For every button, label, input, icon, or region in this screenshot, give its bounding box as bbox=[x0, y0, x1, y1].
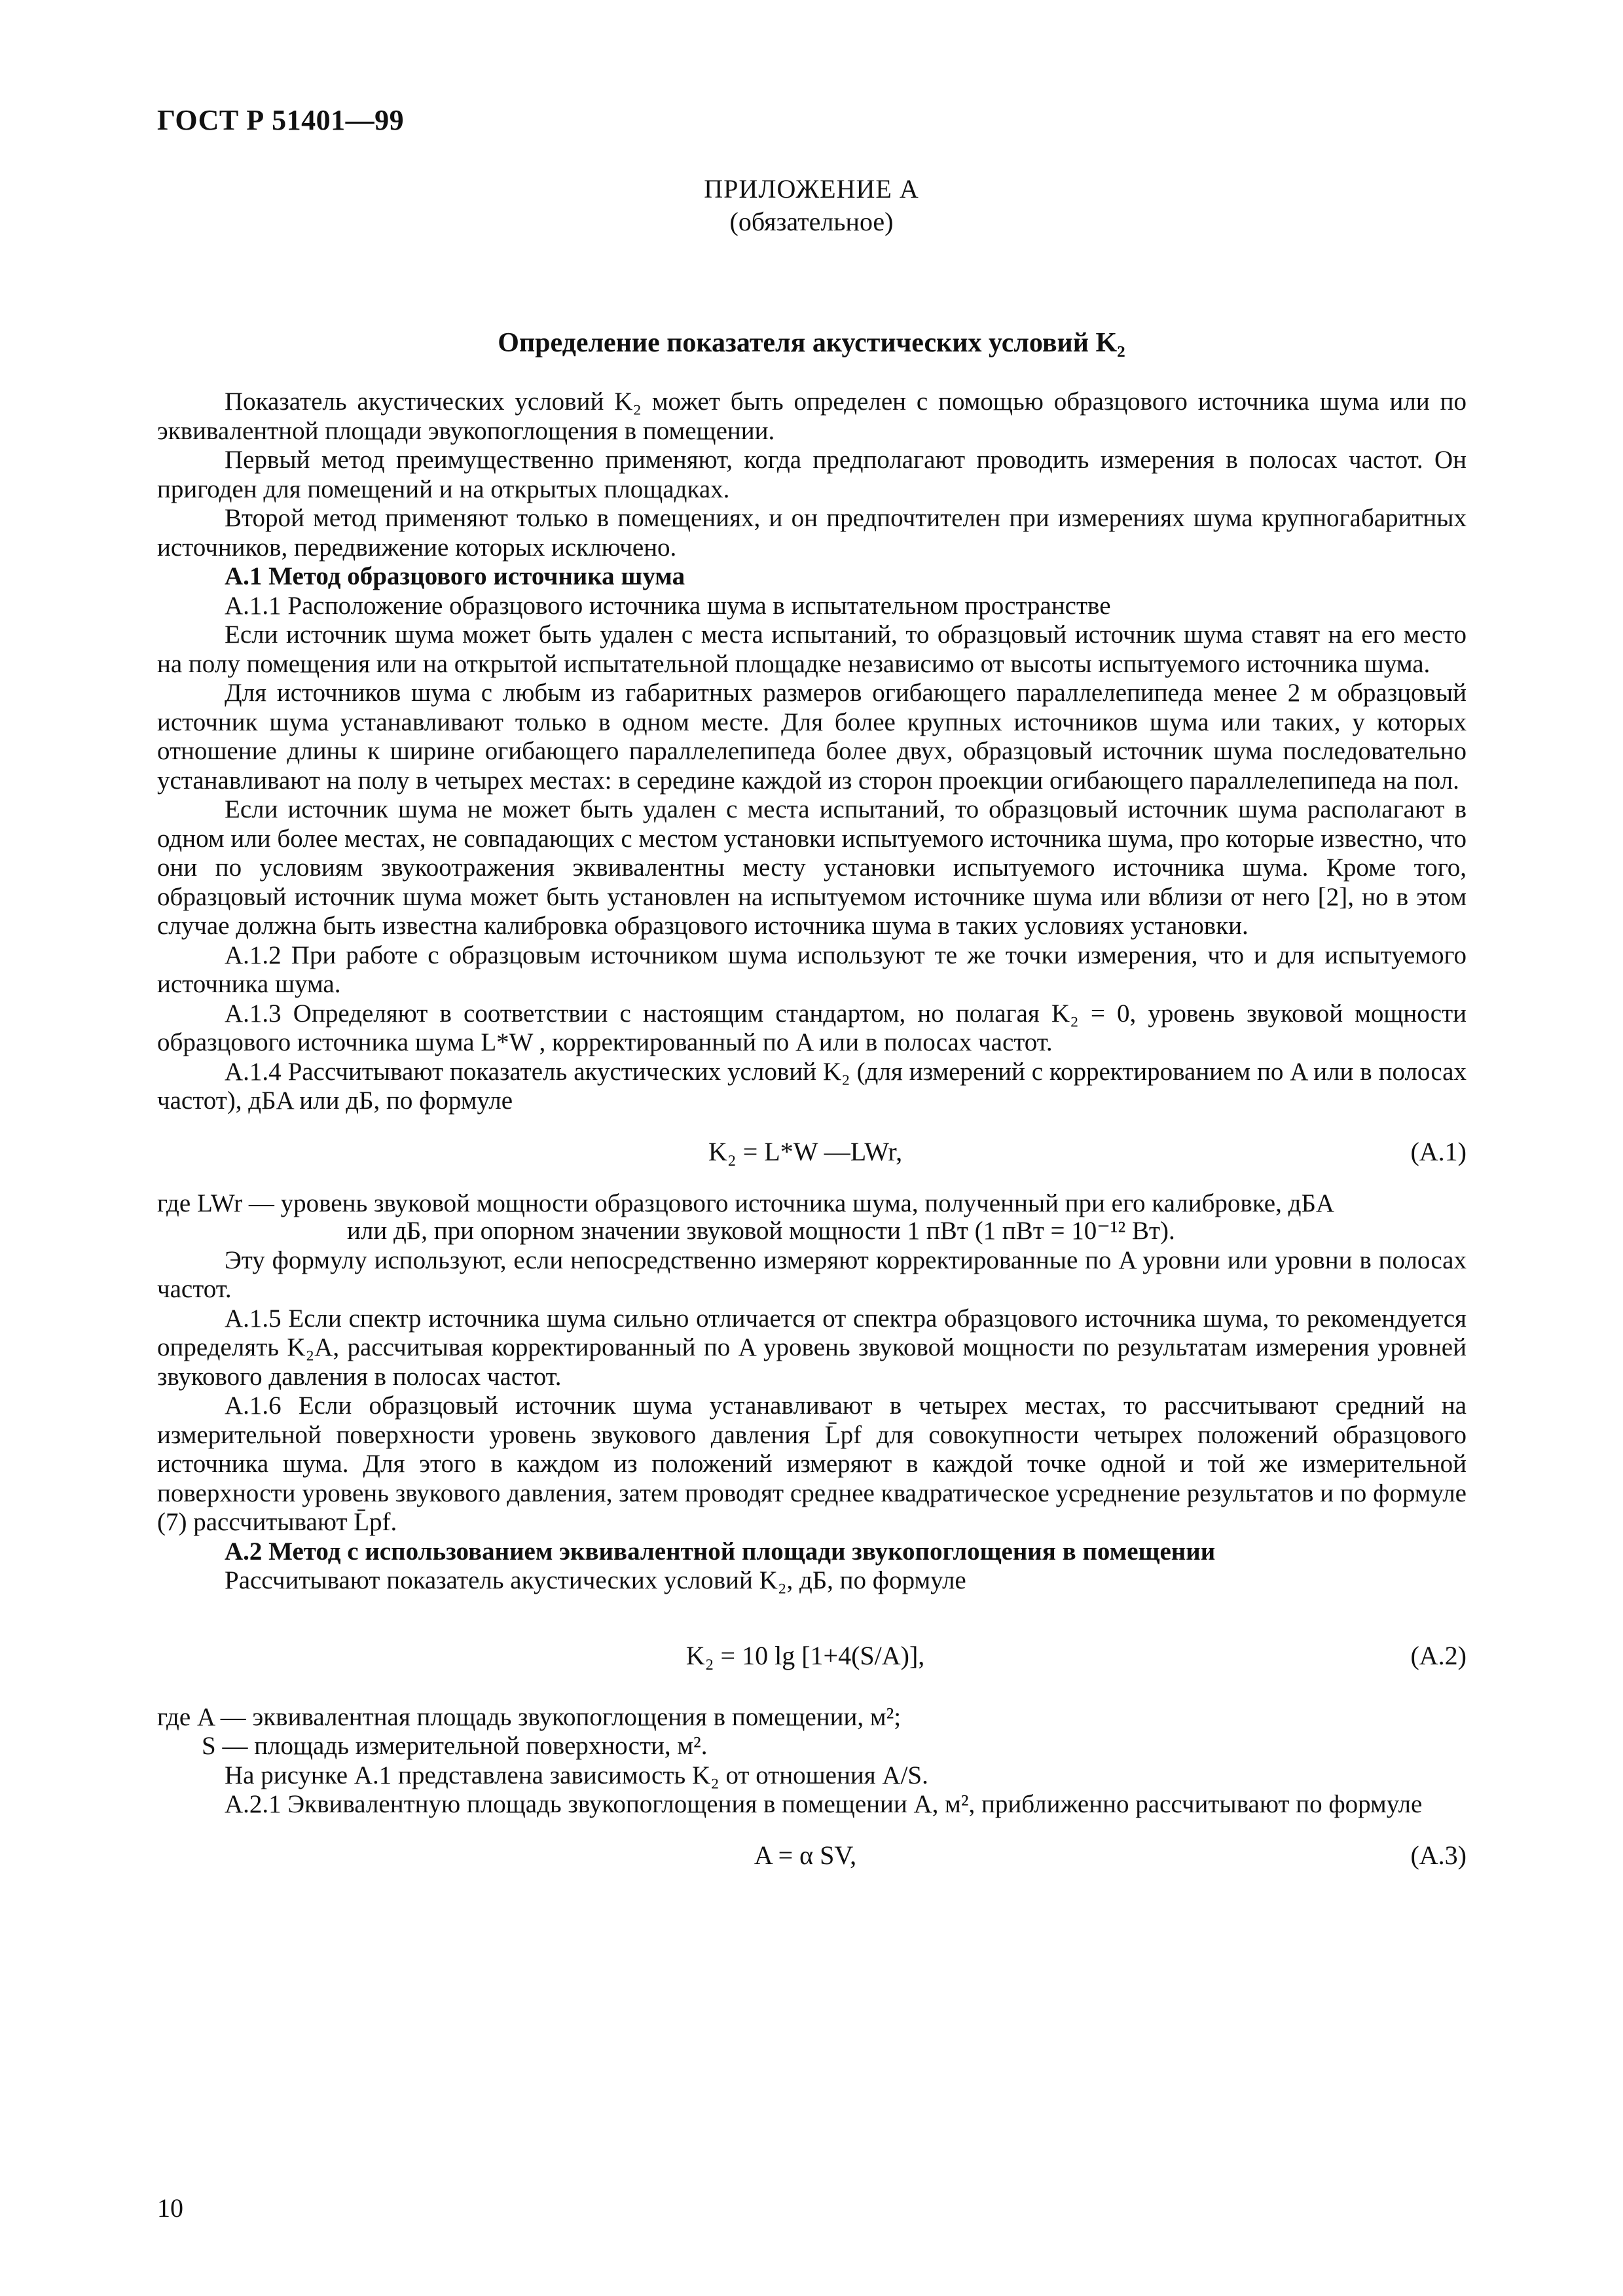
section-heading-a1: А.1 Метод образцового источника шума bbox=[225, 562, 685, 590]
paragraph: Для источников шума с любым из габаритных размеров огибающего параллелепипеда менее 2 м образцовый источник шума устанавливают только в одном месте. Для более крупных источников шума или таких, у которых отношение длины к ширине огибающего параллелепипеда более двух, образцовый источник шума последовательно устанавливают на полу в четырех местах: в середине каждой из сторон проекции огибающего параллелепипеда на пол. bbox=[157, 679, 1467, 795]
appendix-subtitle: (обязательное) bbox=[729, 207, 894, 236]
paragraph: На рисунке А.1 представлена зависимость K₂ от отношения A/S. bbox=[225, 1761, 928, 1789]
formula-a2 bbox=[157, 1610, 1467, 1703]
definition: где LWr — уровень звуковой мощности образцового источника шума, полученный при его калибровке, дБA bbox=[157, 1189, 1335, 1217]
definition-continuation: или дБ, при опорном значении звуковой мощности 1 пВт (1 пВт = 10⁻¹² Вт). bbox=[347, 1217, 1175, 1245]
formula-expression: K₂ = 10 lg [1+4(S/A)], bbox=[685, 1641, 925, 1671]
definition: где A — эквивалентная площадь звукопоглощения в помещении, м²; bbox=[157, 1702, 902, 1731]
paragraph: Показатель акустических условий K₂ может быть определен с помощью образцового источника шума или по эквивалентной площади эвукопоглощения в помещении. bbox=[157, 387, 1467, 445]
paragraph: Если источник шума может быть удален с места испытаний, то образцовый источник шума ставят на его место на полу помещения или на открытой испытательной площадке независимо от высоты испытуемого источника шума. bbox=[157, 620, 1467, 678]
body-text bbox=[157, 387, 1467, 1893]
document-title: Определение показателя акустических условий K₂ bbox=[498, 328, 1125, 358]
page-number: 10 bbox=[157, 2193, 183, 2223]
section-heading-a2: А.2 Метод с использованием эквивалентной площади звукопоглощения в помещении bbox=[225, 1537, 1216, 1566]
formula-a3 bbox=[157, 1820, 1467, 1893]
clause-a1-4: А.1.4 Рассчитывают показатель акустических условий K₂ (для измерений с корректированием по A или в полосах частот), дБA или дБ, по формуле bbox=[157, 1057, 1467, 1115]
clause-a1-5: А.1.5 Если спектр источника шума сильно отличается от спектра образцового источника шума, то рекомендуется определять K₂A, рассчитывая корректированный по A уровень звуковой мощности по результатам измерения уровней звукового давления в полосах частот. bbox=[157, 1304, 1467, 1391]
formula-a1 bbox=[157, 1116, 1467, 1189]
clause-a1-2: А.1.2 При работе с образцовым источником шума используют те же точки измерения, что и для испытуемого источника шума. bbox=[157, 941, 1467, 998]
formula-number: (А.1) bbox=[1410, 1137, 1467, 1167]
formula-expression: A = α SV, bbox=[754, 1840, 857, 1871]
paragraph: Эту формулу используют, если непосредственно измеряют корректированные по A уровни или уровни в полосах частот. bbox=[157, 1246, 1467, 1303]
clause-a1-3: А.1.3 Определяют в соответствии с настоящим стандартом, но полагая K₂ = 0, уровень звуковой мощности образцового источника шума L*W , корректированный по A или в полосах частот. bbox=[157, 999, 1467, 1056]
clause-a1-6: А.1.6 Если образцовый источник шума устанавливают в четырех местах, то рассчитывают средний на измерительной поверхности уровень звукового давления L̄pf для совокупности четырех положений образцового источника шума. Для этого в каждом из положений измеряют в каждой точке одной и той же измерительной поверхности уровень звукового давления, затем проводят среднее квадратическое усреднение результатов и по формуле (7) рассчитывают L̄pf. bbox=[157, 1391, 1467, 1536]
appendix-title: ПРИЛОЖЕНИЕ А bbox=[704, 174, 919, 204]
formula-number: (А.3) bbox=[1410, 1840, 1467, 1871]
paragraph: Первый метод преимущественно применяют, когда предполагают проводить измерения в полосах частот. Он пригоден для помещений и на открытых площадках. bbox=[157, 446, 1467, 503]
formula-expression: K₂ = L*W —LWr, bbox=[708, 1137, 903, 1167]
paragraph: Второй метод применяют только в помещениях, и он предпочтителен при измерениях шума крупногабаритных источников, передвижение которых исключено. bbox=[157, 504, 1467, 562]
clause-a2-1: А.2.1 Эквивалентную площадь звукопоглощения в помещении A, м², приближенно рассчитывают по формуле bbox=[225, 1790, 1423, 1818]
formula-number: (А.2) bbox=[1410, 1641, 1467, 1671]
definition: S — площадь измерительной поверхности, м². bbox=[202, 1732, 708, 1760]
standard-code: ГОСТ Р 51401—99 bbox=[157, 104, 405, 136]
paragraph: Рассчитывают показатель акустических условий K₂, дБ, по формуле bbox=[225, 1566, 966, 1594]
clause-a1-1: А.1.1 Расположение образцового источника шума в испытательном пространстве bbox=[225, 591, 1111, 620]
paragraph: Если источник шума не может быть удален с места испытаний, то образцовый источник шума располагают в одном или более местах, не совпадающих с местом установки испытуемого источника шума, про которые известно, что они по условиям звукоотражения эквивалентны месту установки испытуемого источника шума. Кроме того, образцовый источник шума может быть установлен на испытуемом источнике шума или вблизи от него [2], но в этом случае должна быть известна калибровка образцового источника шума в таких условиях установки. bbox=[157, 795, 1467, 940]
